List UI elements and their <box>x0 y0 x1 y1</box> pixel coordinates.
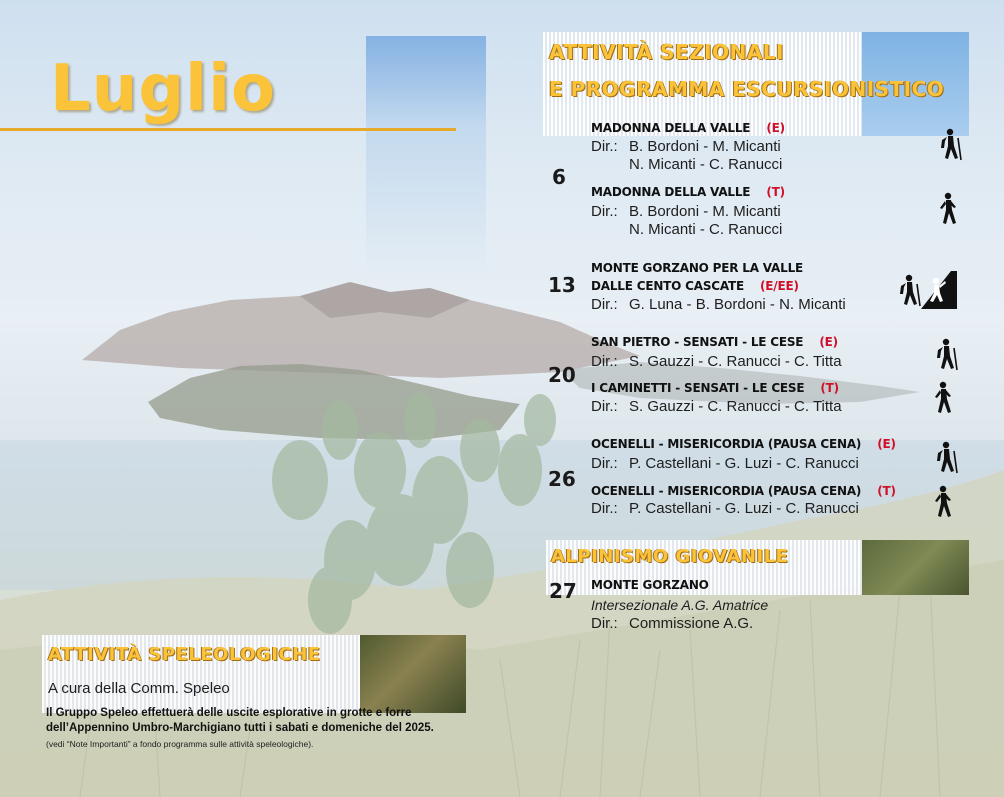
activity-title: I CAMINETTI - SENSATI - LE CESE (T) <box>591 381 839 395</box>
difficulty-tag: (T) <box>820 381 839 395</box>
activity-directors: Dir.: Commissione A.G. <box>591 615 754 632</box>
activity-directors: Dir.: P. Castellani - G. Luzi - C. Ranucci <box>591 455 859 472</box>
difficulty-tag: (T) <box>877 484 896 498</box>
difficulty-tag: (E) <box>766 121 785 135</box>
speleo-title: ATTIVITÀ SPELEOLOGICHE <box>48 644 321 665</box>
activity-directors: Dir.: B. Bordoni - M. Micanti N. Micanti - C. Ranucci <box>591 138 783 173</box>
walker-icon <box>935 192 961 226</box>
climber-icon <box>921 271 957 309</box>
directors-label: Dir.: <box>591 203 618 220</box>
grass-photo-thumbnail <box>862 540 969 595</box>
walker-icon <box>930 485 956 519</box>
walker-icon <box>930 381 956 415</box>
activity-title: MADONNA DELLA VALLE (T) <box>591 185 785 199</box>
activity-title: OCENELLI - MISERICORDIA (PAUSA CENA) (T) <box>591 484 896 498</box>
speleo-description: Il Gruppo Speleo effettuerà delle uscite esplorative in grotte e forre dell’Appennino Umbro-Marchigiano tutti i sabati e domeniche del 2025. <box>46 707 434 734</box>
directors-label: Dir.: <box>591 500 618 517</box>
month-title: Luglio <box>50 52 276 126</box>
hiker-icon <box>894 274 922 308</box>
directors-label: Dir.: <box>591 296 618 313</box>
activity-title: MONTE GORZANO <box>591 578 709 592</box>
directors-label: Dir.: <box>591 398 618 415</box>
activity-directors: Dir.: P. Castellani - G. Luzi - C. Ranucci <box>591 500 859 517</box>
activity-title: DALLE CENTO CASCATE (E/EE) <box>591 279 799 293</box>
cave-photo-thumbnail <box>360 635 466 713</box>
hiker-icon <box>930 441 960 475</box>
activity-title: MADONNA DELLA VALLE (E) <box>591 121 785 135</box>
activity-subtitle: Intersezionale A.G. Amatrice <box>591 597 769 613</box>
day-number: 20 <box>548 363 576 387</box>
activity-title: OCENELLI - MISERICORDIA (PAUSA CENA) (E) <box>591 437 896 451</box>
activity-directors: Dir.: S. Gauzzi - C. Ranucci - C. Titta <box>591 398 842 415</box>
activity-directors: Dir.: B. Bordoni - M. Micanti N. Micanti - C. Ranucci <box>591 203 783 238</box>
activity-title: MONTE GORZANO PER LA VALLE <box>591 261 804 275</box>
decorative-blue-block <box>366 36 486 126</box>
sezionali-title-line2: E PROGRAMMA ESCURSIONISTICO <box>549 77 945 101</box>
difficulty-tag: (T) <box>766 185 785 199</box>
activity-title: SAN PIETRO - SENSATI - LE CESE (E) <box>591 335 838 349</box>
hiker-icon <box>930 338 960 372</box>
decorative-blue-fade <box>366 126 486 276</box>
difficulty-tag: (E/EE) <box>760 279 799 293</box>
day-number: 6 <box>552 165 566 189</box>
difficulty-tag: (E) <box>819 335 838 349</box>
day-number: 27 <box>549 579 577 603</box>
speleo-subtitle: A cura della Comm. Speleo <box>48 680 230 697</box>
activity-directors: Dir.: G. Luna - B. Bordoni - N. Micanti <box>591 296 846 313</box>
day-number: 26 <box>548 467 576 491</box>
directors-label: Dir.: <box>591 138 618 155</box>
alpinismo-title: ALPINISMO GIOVANILE <box>551 546 789 567</box>
day-number: 13 <box>548 273 576 297</box>
directors-label: Dir.: <box>591 455 618 472</box>
directors-label: Dir.: <box>591 353 618 370</box>
hiker-icon <box>934 128 964 162</box>
speleo-note: (vedi “Note Importanti” a fondo programma sulle attività speleologiche). <box>46 739 314 749</box>
activity-directors: Dir.: S. Gauzzi - C. Ranucci - C. Titta <box>591 353 842 370</box>
difficulty-tag: (E) <box>877 437 896 451</box>
title-underline <box>0 128 456 131</box>
directors-label: Dir.: <box>591 615 618 632</box>
sezionali-title-line1: ATTIVITÀ SEZIONALI <box>549 40 784 64</box>
